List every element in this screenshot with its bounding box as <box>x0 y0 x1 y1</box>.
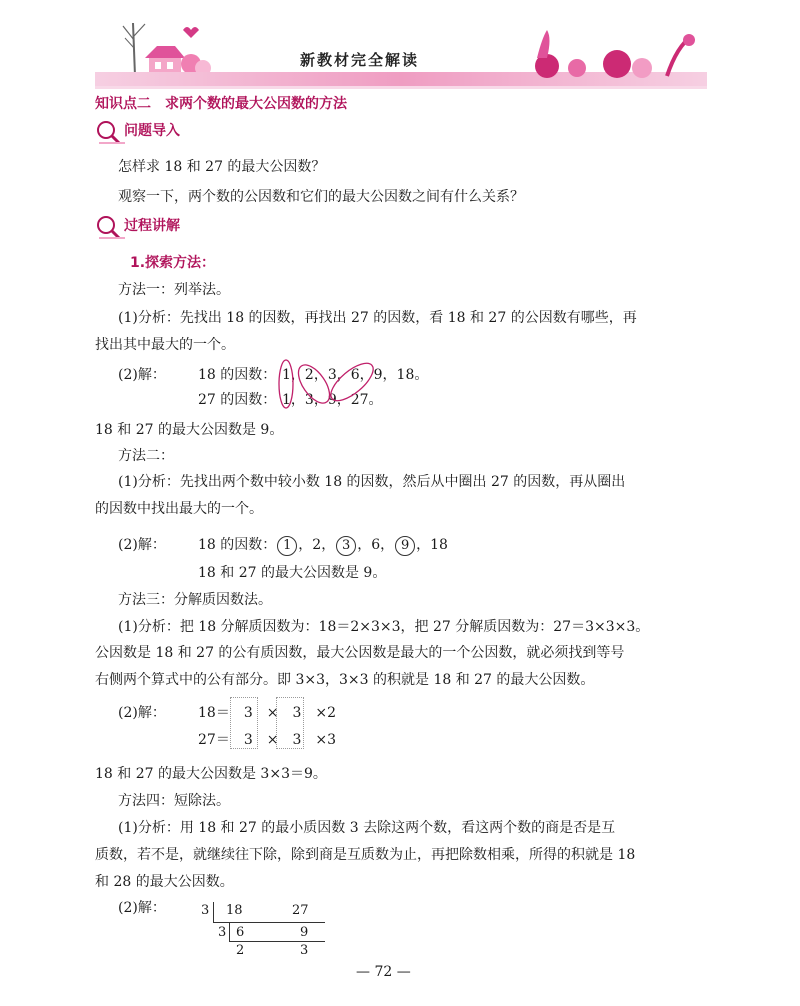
process-heading: 过程讲解 <box>124 218 180 234</box>
intro-heading: 问题导入 <box>124 123 180 139</box>
factor: 2 <box>312 537 322 553</box>
method1-row1-label: 18 的因数： <box>198 367 277 383</box>
factor: 18 <box>430 537 448 553</box>
method3-analysis-1: (1)分析：把 18 分解质因数为：18＝2×3×3，把 27 分解质因数为：27＝3×3×3。 <box>118 619 650 635</box>
method3-row1: 18＝ 3 × 3 ×2 <box>198 705 336 721</box>
quotient-2: 2 <box>236 943 245 958</box>
step-1-title: 1.探索方法： <box>130 255 216 271</box>
dividend-18: 18 <box>226 903 243 918</box>
method1-solution-label: (2)解： <box>118 367 166 383</box>
method2-solution-label: (2)解： <box>118 537 166 553</box>
method2-row-label: 18 的因数： <box>198 537 277 553</box>
method4-title: 方法四：短除法。 <box>118 793 230 809</box>
section-title: 知识点二 求两个数的最大公因数的方法 <box>95 96 347 112</box>
quotient-3: 3 <box>300 943 309 958</box>
method4-analysis-1: (1)分析：用 18 和 27 的最小质因数 3 去除这两个数，看这两个数的商是否是互 <box>118 820 616 836</box>
quotient-6: 6 <box>236 925 245 940</box>
method3-analysis-3: 右侧两个算式中的公有部分。即 3×3，3×3 的积就是 18 和 27 的最大公因数。 <box>95 672 595 688</box>
circled-factor: 1 <box>277 536 297 556</box>
method3-title: 方法三：分解质因数法。 <box>118 592 272 608</box>
method2-title: 方法二： <box>118 448 174 464</box>
method4-analysis-2: 质数，若不是，就继续往下除，除到商是互质数为止，再把除数相乘，所得的积就是 18 <box>95 847 636 863</box>
dividend-27: 27 <box>292 903 309 918</box>
method2-conclusion: 18 和 27 的最大公因数是 9。 <box>198 565 387 581</box>
method3-solution-label: (2)解： <box>118 705 166 721</box>
magnifier-icon <box>95 214 125 240</box>
circled-factor: 3 <box>336 536 356 556</box>
header-title: 新教材完全解读 <box>300 51 420 69</box>
common-factor-links <box>276 356 396 416</box>
method1-title: 方法一：列举法。 <box>118 282 230 298</box>
house-tree-decoration-icon <box>95 18 215 78</box>
factor: 6 <box>371 537 381 553</box>
divisor-1: 3 <box>201 903 210 918</box>
method1-row1-values: 1，2，3，6，9，18。 <box>282 367 429 383</box>
plants-decoration-icon <box>517 28 707 80</box>
divisor-2: 3 <box>218 925 227 940</box>
division-bracket <box>229 923 230 942</box>
method1-row2-values: 1，3，9，27。 <box>282 392 383 408</box>
header-band-underline <box>95 86 707 89</box>
method3-conclusion: 18 和 27 的最大公因数是 3×3＝9。 <box>95 766 327 782</box>
intro-question-2: 观察一下，两个数的公因数和它们的最大公因数之间有什么关系？ <box>118 189 524 205</box>
method1-analysis-2: 找出其中最大的一个。 <box>95 337 235 353</box>
page-header <box>95 18 707 88</box>
method3-analysis-2: 公因数是 18 和 27 的公有质因数，最大公因数是最大的一个公因数，就必须找到等号 <box>95 645 625 661</box>
method4-analysis-3: 和 28 的最大公因数。 <box>95 874 234 890</box>
intro-question-1: 怎样求 18 和 27 的最大公因数？ <box>118 159 326 175</box>
method2-analysis-1: (1)分析：先找出两个数中较小数 18 的因数，然后从中圈出 27 的因数，再从圈出 <box>118 474 626 490</box>
method1-row2-label: 27 的因数： <box>198 392 277 408</box>
magnifier-icon <box>95 119 125 145</box>
method2-analysis-2: 的因数中找出最大的一个。 <box>95 501 263 517</box>
method1-conclusion: 18 和 27 的最大公因数是 9。 <box>95 422 284 438</box>
method4-solution-label: (2)解： <box>118 900 166 916</box>
method2-factor-row: 18 的因数： 1 ，2， 3 ，6， 9 ，18 <box>198 535 448 556</box>
page-number: — 72 — <box>356 964 411 980</box>
quotient-9: 9 <box>300 925 309 940</box>
circled-factor: 9 <box>395 536 415 556</box>
division-bracket <box>213 902 214 923</box>
method1-analysis-1: (1)分析：先找出 18 的因数，再找出 27 的因数，看 18 和 27 的公因数有哪些，再 <box>118 310 637 326</box>
method3-row2: 27＝ 3 × 3 ×3 <box>198 732 336 748</box>
